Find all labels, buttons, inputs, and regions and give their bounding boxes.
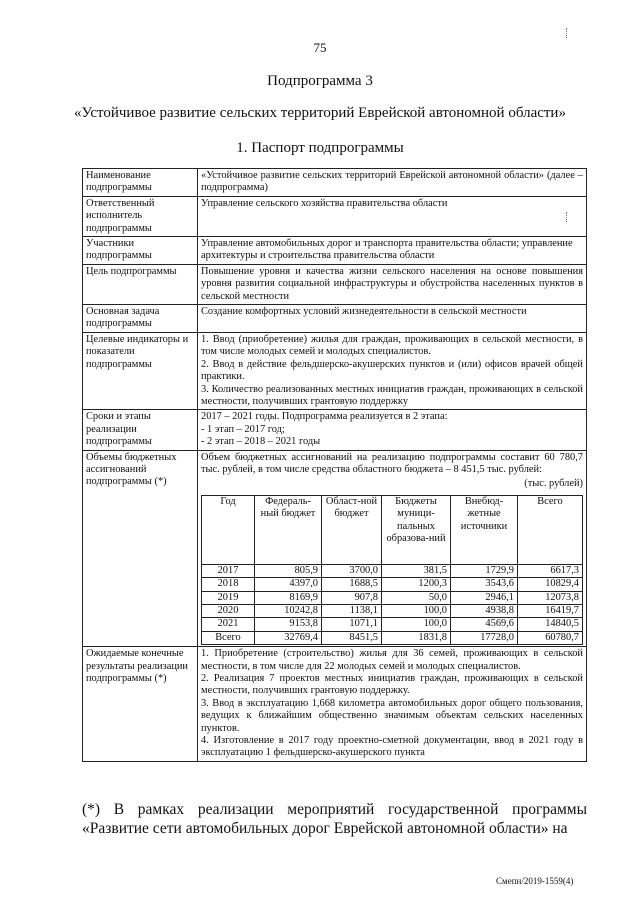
finance-cell: 907,8 [322, 591, 382, 604]
finance-row [202, 591, 583, 604]
row-goal [83, 264, 587, 304]
finance-cell: 1138,1 [322, 604, 382, 617]
row-executor [83, 196, 587, 236]
row-value: Управление сельского хозяйства правительства области [198, 196, 587, 236]
finance-row [202, 564, 583, 577]
indicator-item: 3. Количество реализованных местных инициатив граждан, проживающих в сельской местности, получивших грантовую поддержку [201, 383, 583, 407]
row-terms [83, 410, 587, 450]
row-label: Сроки и этапы реализации подпрограммы [83, 410, 198, 450]
finance-header-row [202, 495, 583, 564]
finance-cell: 10242,8 [255, 604, 322, 617]
finance-cell: 4569,6 [451, 618, 518, 631]
row-value: Повышение уровня и качества жизни сельского населения на основе повышения уровня развития социальной инфраструктуры и обустройства населенных пунктов в сельской местности [198, 264, 587, 304]
finance-cell: 2019 [202, 591, 255, 604]
document-code: Смепн/2019-1559(4) [496, 876, 574, 886]
finance-cell: 32769,4 [255, 631, 322, 644]
finance-cell: 60780,7 [518, 631, 583, 644]
finance-cell: 6617,3 [518, 564, 583, 577]
subprogram-title: Подпрограмма 3 [267, 73, 373, 89]
finance-cell: 1729,9 [451, 564, 518, 577]
finance-cell: 50,0 [382, 591, 451, 604]
row-label: Ожидаемые конечные результаты реализации подпрограммы (*) [83, 647, 198, 762]
finance-cell: 3543,6 [451, 578, 518, 591]
row-indicators [83, 332, 587, 409]
scan-mark [566, 212, 568, 222]
finance-cell: 2017 [202, 564, 255, 577]
row-label: Ответственный исполнитель подпрограммы [83, 196, 198, 236]
finance-cell: 8169,9 [255, 591, 322, 604]
finance-cell: 100,0 [382, 604, 451, 617]
finance-cell: 14840,5 [518, 618, 583, 631]
finance-header-cell: Бюджеты муници-пальных образова-ний [382, 495, 451, 564]
finance-cell: 17728,0 [451, 631, 518, 644]
finance-cell: 1071,1 [322, 618, 382, 631]
passport-table [82, 168, 587, 762]
finance-cell: 1200,3 [382, 578, 451, 591]
finance-cell: 2020 [202, 604, 255, 617]
row-label: Участники подпрограммы [83, 237, 198, 265]
finance-header-cell: Всего [518, 495, 583, 564]
finance-cell: 10829,4 [518, 578, 583, 591]
indicator-item: 2. Ввод в действие фельдшерско-акушерских пунктов и (или) офисов врачей общей практики. [201, 358, 583, 383]
terms-item: - 2 этап – 2018 – 2021 годы [201, 436, 321, 448]
finance-cell: 12073,8 [518, 591, 583, 604]
finance-cell: 4938,8 [451, 604, 518, 617]
finance-total-row [202, 631, 583, 644]
finance-table [201, 495, 583, 645]
finance-header-cell: Федераль-ный бюджет [255, 495, 322, 564]
budget-unit: (тыс. рублей) [524, 478, 583, 490]
row-value [198, 332, 587, 409]
indicator-item: 1. Ввод (приобретение) жилья для граждан, проживающих в сельской местности, в том числе молодых семей и молодых специалистов. [201, 333, 583, 358]
row-label: Наименование подпрограммы [83, 169, 198, 197]
section-heading: 1. Паспорт подпрограммы [236, 140, 404, 156]
finance-row [202, 618, 583, 631]
row-task [83, 305, 587, 333]
subprogram-subtitle: «Устойчивое развитие сельских территорий Еврейской автономной области» [74, 105, 566, 121]
finance-header-cell: Внебюд-жетные источники [451, 495, 518, 564]
row-label: Цель подпрограммы [83, 264, 198, 304]
finance-cell: 381,5 [382, 564, 451, 577]
finance-row [202, 578, 583, 591]
result-item: 2. Реализация 7 проектов местных инициатив граждан, проживающих в сельской местности, получивших грантовую поддержку. [201, 673, 583, 697]
row-value [198, 410, 587, 450]
finance-cell: 2021 [202, 618, 255, 631]
finance-header-cell: Област-ной бюджет [322, 495, 382, 564]
row-value: «Устойчивое развитие сельских территорий Еврейской автономной области» (далее – подпрограмма) [198, 169, 587, 197]
finance-cell: 1831,8 [382, 631, 451, 644]
footnote-paragraph: (*) В рамках реализации мероприятий государственной программы «Развитие сети автомобильных дорог Еврейской автономной области» на [82, 801, 587, 837]
row-results [83, 647, 587, 762]
scan-mark [566, 28, 568, 38]
finance-cell: 9153,8 [255, 618, 322, 631]
row-name [83, 169, 587, 197]
finance-cell: 4397,0 [255, 578, 322, 591]
row-participants [83, 237, 587, 265]
finance-cell: 8451,5 [322, 631, 382, 644]
row-label: Объемы бюджетных ассигнований подпрограммы (*) [83, 450, 198, 647]
terms-item: 2017 – 2021 годы. Подпрограмма реализуется в 2 этапа: [201, 411, 448, 423]
result-item: 3. Ввод в эксплуатацию 1,668 километра автомобильных дорог общего пользования, ведущих к ближайшим общественно значимым объектам сельских населенных пунктов. [201, 697, 583, 734]
finance-cell: Всего [202, 631, 255, 644]
row-value: Создание комфортных условий жизнедеятельности в сельской местности [198, 305, 587, 333]
row-budget [83, 450, 587, 647]
row-value [198, 647, 587, 762]
finance-cell: 805,9 [255, 564, 322, 577]
finance-row [202, 604, 583, 617]
finance-cell: 100,0 [382, 618, 451, 631]
budget-text: Объем бюджетных ассигнований на реализацию подпрограммы составит 60 780,7 тыс. рублей, в том числе средства областного бюджета – 8 451,5 тыс. рублей: [201, 451, 583, 475]
finance-header-cell: Год [202, 495, 255, 564]
row-value: Управление автомобильных дорог и транспорта правительства области; управление архитектуры и строительства правительства области [198, 237, 587, 265]
row-value [198, 450, 587, 647]
terms-item: - 1 этап – 2017 год; [201, 423, 285, 435]
row-label: Целевые индикаторы и показатели подпрограммы [83, 332, 198, 409]
finance-cell: 1688,5 [322, 578, 382, 591]
finance-cell: 2018 [202, 578, 255, 591]
page-number: 75 [313, 40, 327, 55]
finance-cell: 16419,7 [518, 604, 583, 617]
result-item: 1. Приобретение (строительство) жилья для 36 семей, проживающих в сельской местности, в том числе для 22 молодых семей и молодых специалистов. [201, 648, 583, 672]
row-label: Основная задача подпрограммы [83, 305, 198, 333]
finance-cell: 2946,1 [451, 591, 518, 604]
finance-cell: 3700,0 [322, 564, 382, 577]
result-item: 4. Изготовление в 2017 году проектно-сметной документации, ввод в 2021 году в эксплуатацию 1 фельдшерско-акушерского пункта [201, 735, 583, 759]
